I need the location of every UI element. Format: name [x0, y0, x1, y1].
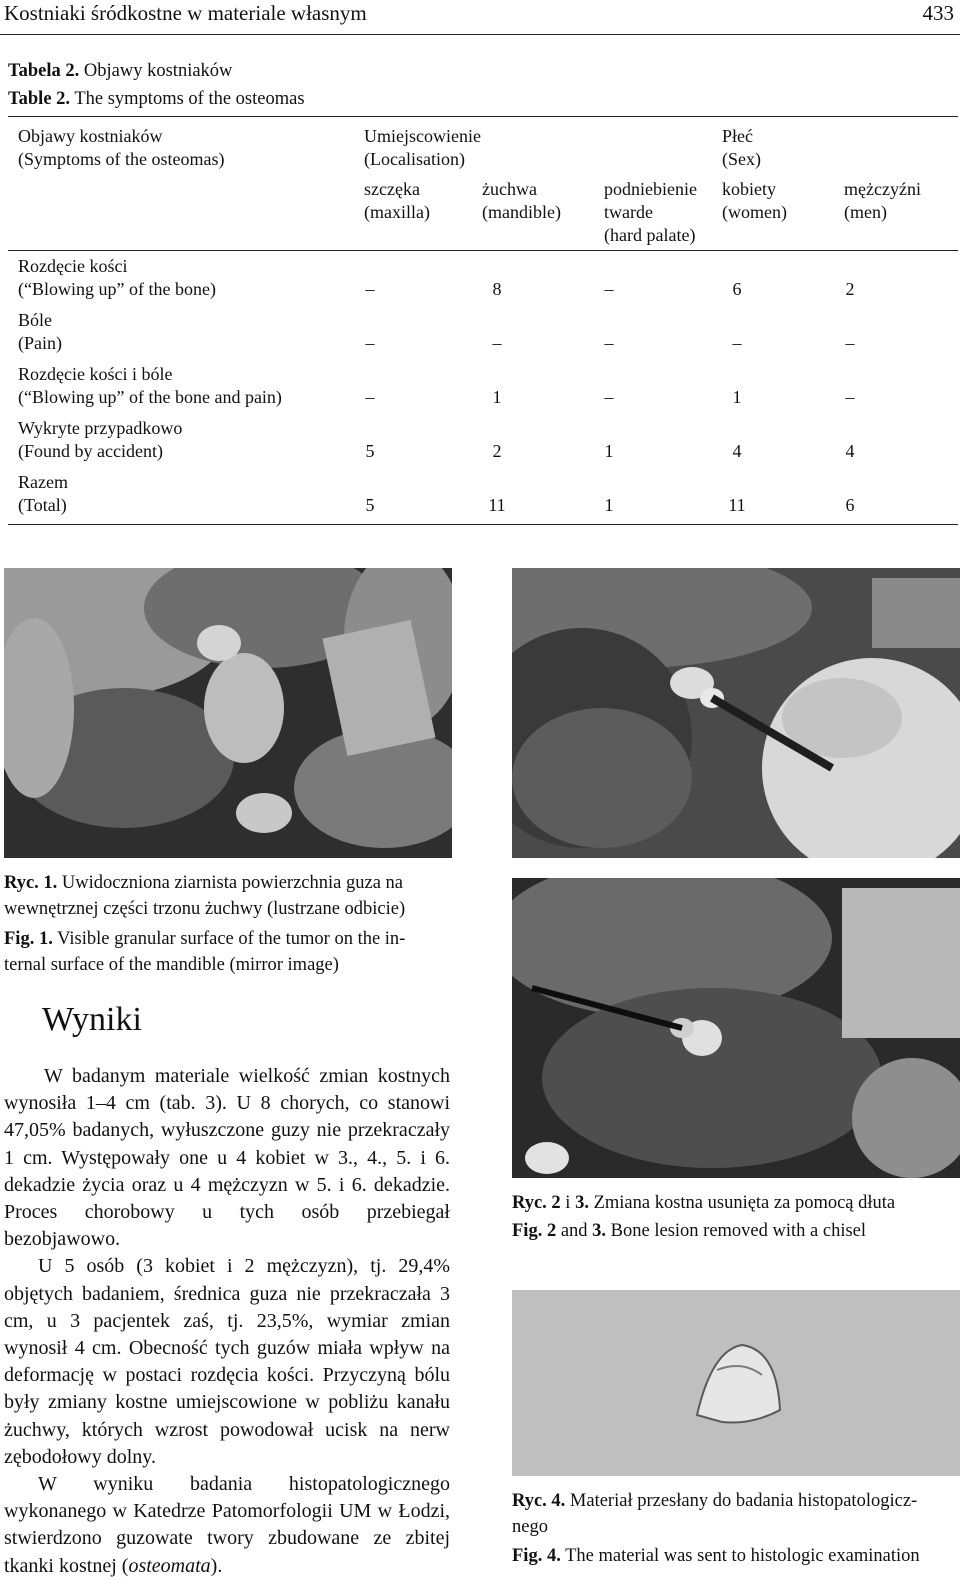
table-cell: 11 [728, 495, 746, 515]
body-paragraph-1: W badanym materiale wielkość zmian kostnych wynosiła 1–4 cm (tab. 3). U 8 chorych, co stanowi 47,05% badanych, wyłuszczone guzy nie przekraczały 1 cm. Występowały one u 4 kobiet w 3., 4., 5. i 6. dekadzie życia oraz u 4 mężczyzn w 5. i 6. dekadzie. Proces chorobowy u tych osób przebiegał bezobjawowo. [4, 1065, 450, 1251]
subheader-palate-en: (hard palate) [604, 225, 696, 245]
row-label-en: (Found by accident) [18, 441, 163, 461]
figure-3-photo [512, 878, 960, 1178]
figure-1-caption-pl-line-1: Uwidoczniona ziarnista powierzchnia guza na [61, 873, 403, 893]
header-localisation-en: (Localisation) [364, 149, 465, 169]
header-localisation-pl: Umiejscowienie [364, 126, 481, 146]
subheader-women-pl: kobiety [722, 179, 776, 199]
figure-1-caption-pl-line-2: wewnętrznej części trzonu żuchwy (lustrzane odbicie) [4, 899, 406, 919]
figure-2-3-caption [512, 1190, 960, 1244]
table-cell: – [732, 333, 742, 353]
row-label-en: (Total) [18, 495, 67, 515]
row-label-pl: Rozdęcie kości i bóle [18, 364, 173, 384]
body-paragraph-3-text: W wyniku badania histopatologicznego wykonanego w Katedrze Patomorfologii UM w Łodzi, stwierdzono guzowate twory zbudowane ze zbitej tkanki kostnej ( [4, 1473, 450, 1577]
table-cell: 11 [488, 495, 506, 515]
running-head [0, 0, 960, 30]
table-caption-pl [8, 57, 232, 85]
table-cell: 4 [732, 441, 742, 461]
row-label-en: (“Blowing up” of the bone) [18, 279, 216, 299]
figure-1-label-pl: Ryc. 1. [4, 873, 58, 893]
figure-2-photo [512, 568, 960, 858]
row-label-en: (“Blowing up” of the bone and pain) [18, 387, 282, 407]
table-cell: – [365, 333, 375, 353]
figure-4-label-pl: Ryc. 4. [512, 1491, 566, 1511]
figure-1-label-en: Fig. 1. [4, 929, 53, 949]
figure-2-3-caption-pl-text: Zmiana kostna usunięta za pomocą dłuta [593, 1193, 896, 1213]
table-cell: – [604, 279, 614, 299]
figure-1-photo [4, 568, 452, 858]
page-number: 433 [922, 1, 954, 25]
subheader-palate-2: twarde [604, 202, 653, 222]
subheader-maxilla-pl: szczęka [364, 179, 420, 199]
table-cell: – [492, 333, 502, 353]
subheader-maxilla-en: (maxilla) [364, 202, 430, 222]
subheader-men-pl: mężczyźni [844, 179, 921, 199]
figure-4-caption-en-text: The material was sent to histologic examination [565, 1546, 920, 1566]
table-caption-en [8, 85, 305, 113]
table-cell: 5 [365, 495, 375, 515]
row-label-pl: Rozdęcie kości [18, 256, 128, 276]
figure-2-label-en: Fig. 2 [512, 1221, 557, 1241]
table-cell: 2 [492, 441, 502, 461]
figure-4-caption-pl-line-1: Materiał przesłany do badania histopatologicz- [569, 1491, 918, 1511]
figure-1-caption-en-line-2: ternal surface of the mandible (mirror image) [4, 955, 339, 975]
figure-2-3-conjunction-pl: i [565, 1193, 571, 1213]
header-sex-pl: Płeć [722, 126, 753, 146]
subheader-mandible-en: (mandible) [482, 202, 561, 222]
table-cell: – [365, 387, 375, 407]
table-cell: 1 [604, 495, 614, 515]
figure-4-photo [512, 1290, 960, 1476]
subheader-mandible-pl: żuchwa [482, 179, 537, 199]
table-cell: 2 [845, 279, 855, 299]
subheader-palate-1: podniebienie [604, 179, 697, 199]
header-symptoms-pl: Objawy kostniaków [18, 126, 163, 146]
figure-1-caption-en-line-1: Visible granular surface of the tumor on the in- [57, 929, 406, 949]
table-caption-pl-label: Tabela 2. [8, 61, 80, 81]
section-title: Wyniki [42, 1001, 142, 1038]
row-label-pl: Bóle [18, 310, 52, 330]
figure-2-3-conjunction-en: and [560, 1221, 588, 1241]
body-paragraph-3 [4, 1471, 450, 1580]
table-cell: 1 [732, 387, 742, 407]
table-cell: 6 [732, 279, 742, 299]
figure-4-label-en: Fig. 4. [512, 1546, 561, 1566]
subheader-men-en: (men) [844, 202, 887, 222]
row-label-pl: Wykryte przypadkowo [18, 418, 183, 438]
body-paragraph-3-end: ). [210, 1554, 223, 1577]
table-cell: 4 [845, 441, 855, 461]
header-rule [0, 34, 960, 35]
figure-4-caption [512, 1488, 960, 1569]
figure-4-caption-pl-line-2: nego [512, 1517, 548, 1537]
row-label-pl: Razem [18, 472, 68, 492]
table-cell: 8 [492, 279, 502, 299]
header-sex-en: (Sex) [722, 149, 761, 169]
figure-2-3-caption-en-text: Bone lesion removed with a chisel [610, 1221, 867, 1241]
table-caption-en-text: The symptoms of the osteomas [74, 89, 305, 109]
header-symptoms-en: (Symptoms of the osteomas) [18, 149, 225, 169]
table-cell: – [604, 387, 614, 407]
figure-3-label-pl: 3. [575, 1193, 589, 1213]
table-cell: 5 [365, 441, 375, 461]
table-cell: – [365, 279, 375, 299]
body-paragraph-2: U 5 osób (3 kobiet i 2 mężczyzn), tj. 29,4% objętych badaniem, średnica guza nie przekraczała 3 cm, u 3 pacjentek zaś, tj. 23,5%, wymiar zmian wynosił 4 cm. Obecność tych guzów miała wpływ na deformację w postaci rozdęcia kości. Przyczyną bólu były zmiany kostne umiejscowione w pobliżu kanału żuchwy, których wzrost powodował ucisk na nerw zębodołowy dolny. [4, 1255, 450, 1468]
figure-2-label-pl: Ryc. 2 [512, 1193, 561, 1213]
body-paragraph-3-italic: osteomata [128, 1554, 211, 1577]
table-header-rule [8, 250, 958, 251]
figure-3-label-en: 3. [592, 1221, 607, 1241]
subheader-women-en: (women) [722, 202, 787, 222]
table-cell: 1 [492, 387, 502, 407]
table-cell: 1 [604, 441, 614, 461]
table-cell: 6 [845, 495, 855, 515]
table-caption-pl-text: Objawy kostniaków [83, 61, 233, 81]
row-label-en: (Pain) [18, 333, 62, 353]
table-cell: – [845, 387, 855, 407]
figure-1-caption [4, 870, 464, 978]
table-caption-en-label: Table 2. [8, 89, 71, 109]
table-cell: – [845, 333, 855, 353]
table-cell: – [604, 333, 614, 353]
running-head-title: Kostniaki śródkostne w materiale własnym [4, 1, 367, 25]
body-text [4, 1063, 450, 1580]
